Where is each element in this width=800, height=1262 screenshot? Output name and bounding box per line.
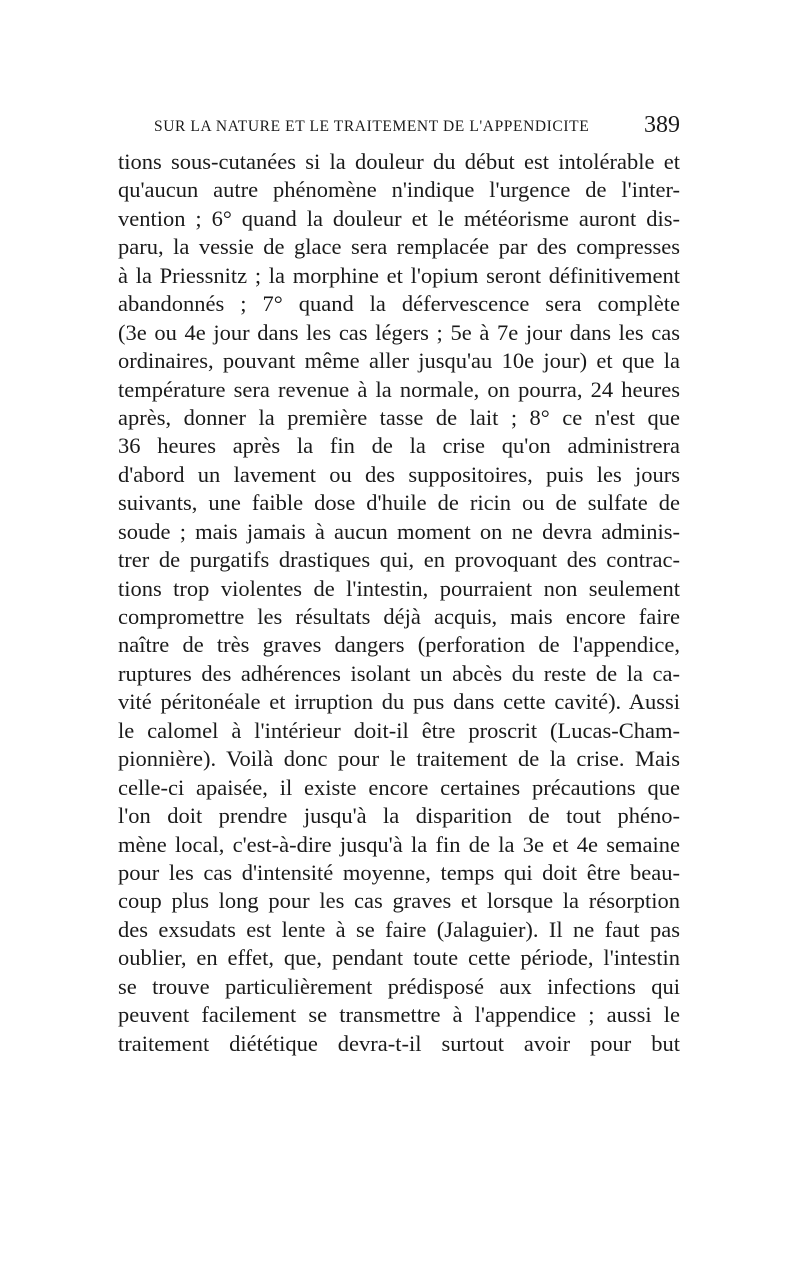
- text-line: d'abord un lavement ou des suppositoires, puis les jours: [118, 461, 680, 487]
- text-line: après, donner la première tasse de lait ; 8° ce n'est que: [118, 404, 680, 430]
- text-line: ruptures des adhérences isolant un abcès du reste de la ca-: [118, 660, 680, 686]
- body-text: [118, 148, 680, 1058]
- text-line: celle-ci apaisée, il existe encore certaines précautions que: [118, 774, 680, 800]
- text-line: pionnière). Voilà donc pour le traitement de la crise. Mais: [118, 746, 680, 772]
- text-line: tions sous-cutanées si la douleur du début est intolérable et: [118, 149, 680, 174]
- text-line: vité péritonéale et irruption du pus dans cette cavité). Aussi: [118, 689, 680, 715]
- text-line: ordinaires, pouvant même aller jusqu'au 10e jour) et que la: [118, 348, 680, 374]
- text-line: traitement diététique devra-t-il surtout avoir pour but: [118, 1030, 680, 1056]
- text-line: 36 heures après la fin de la crise qu'on administrera: [118, 433, 680, 459]
- text-line: trer de purgatifs drastiques qui, en provoquant des contrac-: [118, 547, 680, 573]
- text-line: compromettre les résultats déjà acquis, mais encore faire: [118, 604, 680, 629]
- text-line: soude ; mais jamais à aucun moment on ne devra adminis-: [118, 518, 680, 544]
- text-line: oublier, en effet, que, pendant toute cette période, l'intestin: [118, 945, 680, 971]
- text-line: se trouve particulièrement prédisposé aux infections qui: [118, 973, 680, 999]
- text-line: pour les cas d'intensité moyenne, temps qui doit être beau-: [118, 859, 680, 885]
- text-line: à la Priessnitz ; la morphine et l'opium seront définitivement: [118, 262, 680, 288]
- text-line: qu'aucun autre phénomène n'indique l'urgence de l'inter-: [118, 177, 680, 203]
- text-line: peuvent facilement se transmettre à l'appendice ; aussi le: [118, 1002, 680, 1028]
- running-head: [118, 112, 680, 142]
- text-line: mène local, c'est-à-dire jusqu'à la fin de la 3e et 4e semaine: [118, 831, 680, 857]
- text-line: l'on doit prendre jusqu'à la disparition de tout phéno-: [118, 803, 680, 829]
- page-number: 389: [644, 112, 680, 138]
- text-line: (3e ou 4e jour dans les cas légers ; 5e à 7e jour dans les cas: [118, 319, 680, 345]
- text-line: suivants, une faible dose d'huile de ricin ou de sulfate de: [118, 490, 680, 516]
- text-line: vention ; 6° quand la douleur et le météorisme auront dis-: [118, 205, 680, 231]
- text-line: des exsudats est lente à se faire (Jalaguier). Il ne faut pas: [118, 916, 680, 942]
- text-line: tions trop violentes de l'intestin, pourraient non seulement: [118, 575, 680, 601]
- text-line: abandonnés ; 7° quand la défervescence sera complète: [118, 291, 680, 317]
- text-line: température sera revenue à la normale, on pourra, 24 heures: [118, 376, 680, 402]
- text-line: paru, la vessie de glace sera remplacée par des compresses: [118, 234, 680, 260]
- text-line: le calomel à l'intérieur doit-il être proscrit (Lucas-Cham-: [118, 717, 680, 743]
- text-line: naître de très graves dangers (perforation de l'appendice,: [118, 632, 680, 658]
- running-title: SUR LA NATURE ET LE TRAITEMENT DE L'APPENDICITE: [154, 118, 590, 135]
- text-line: coup plus long pour les cas graves et lorsque la résorption: [118, 888, 680, 914]
